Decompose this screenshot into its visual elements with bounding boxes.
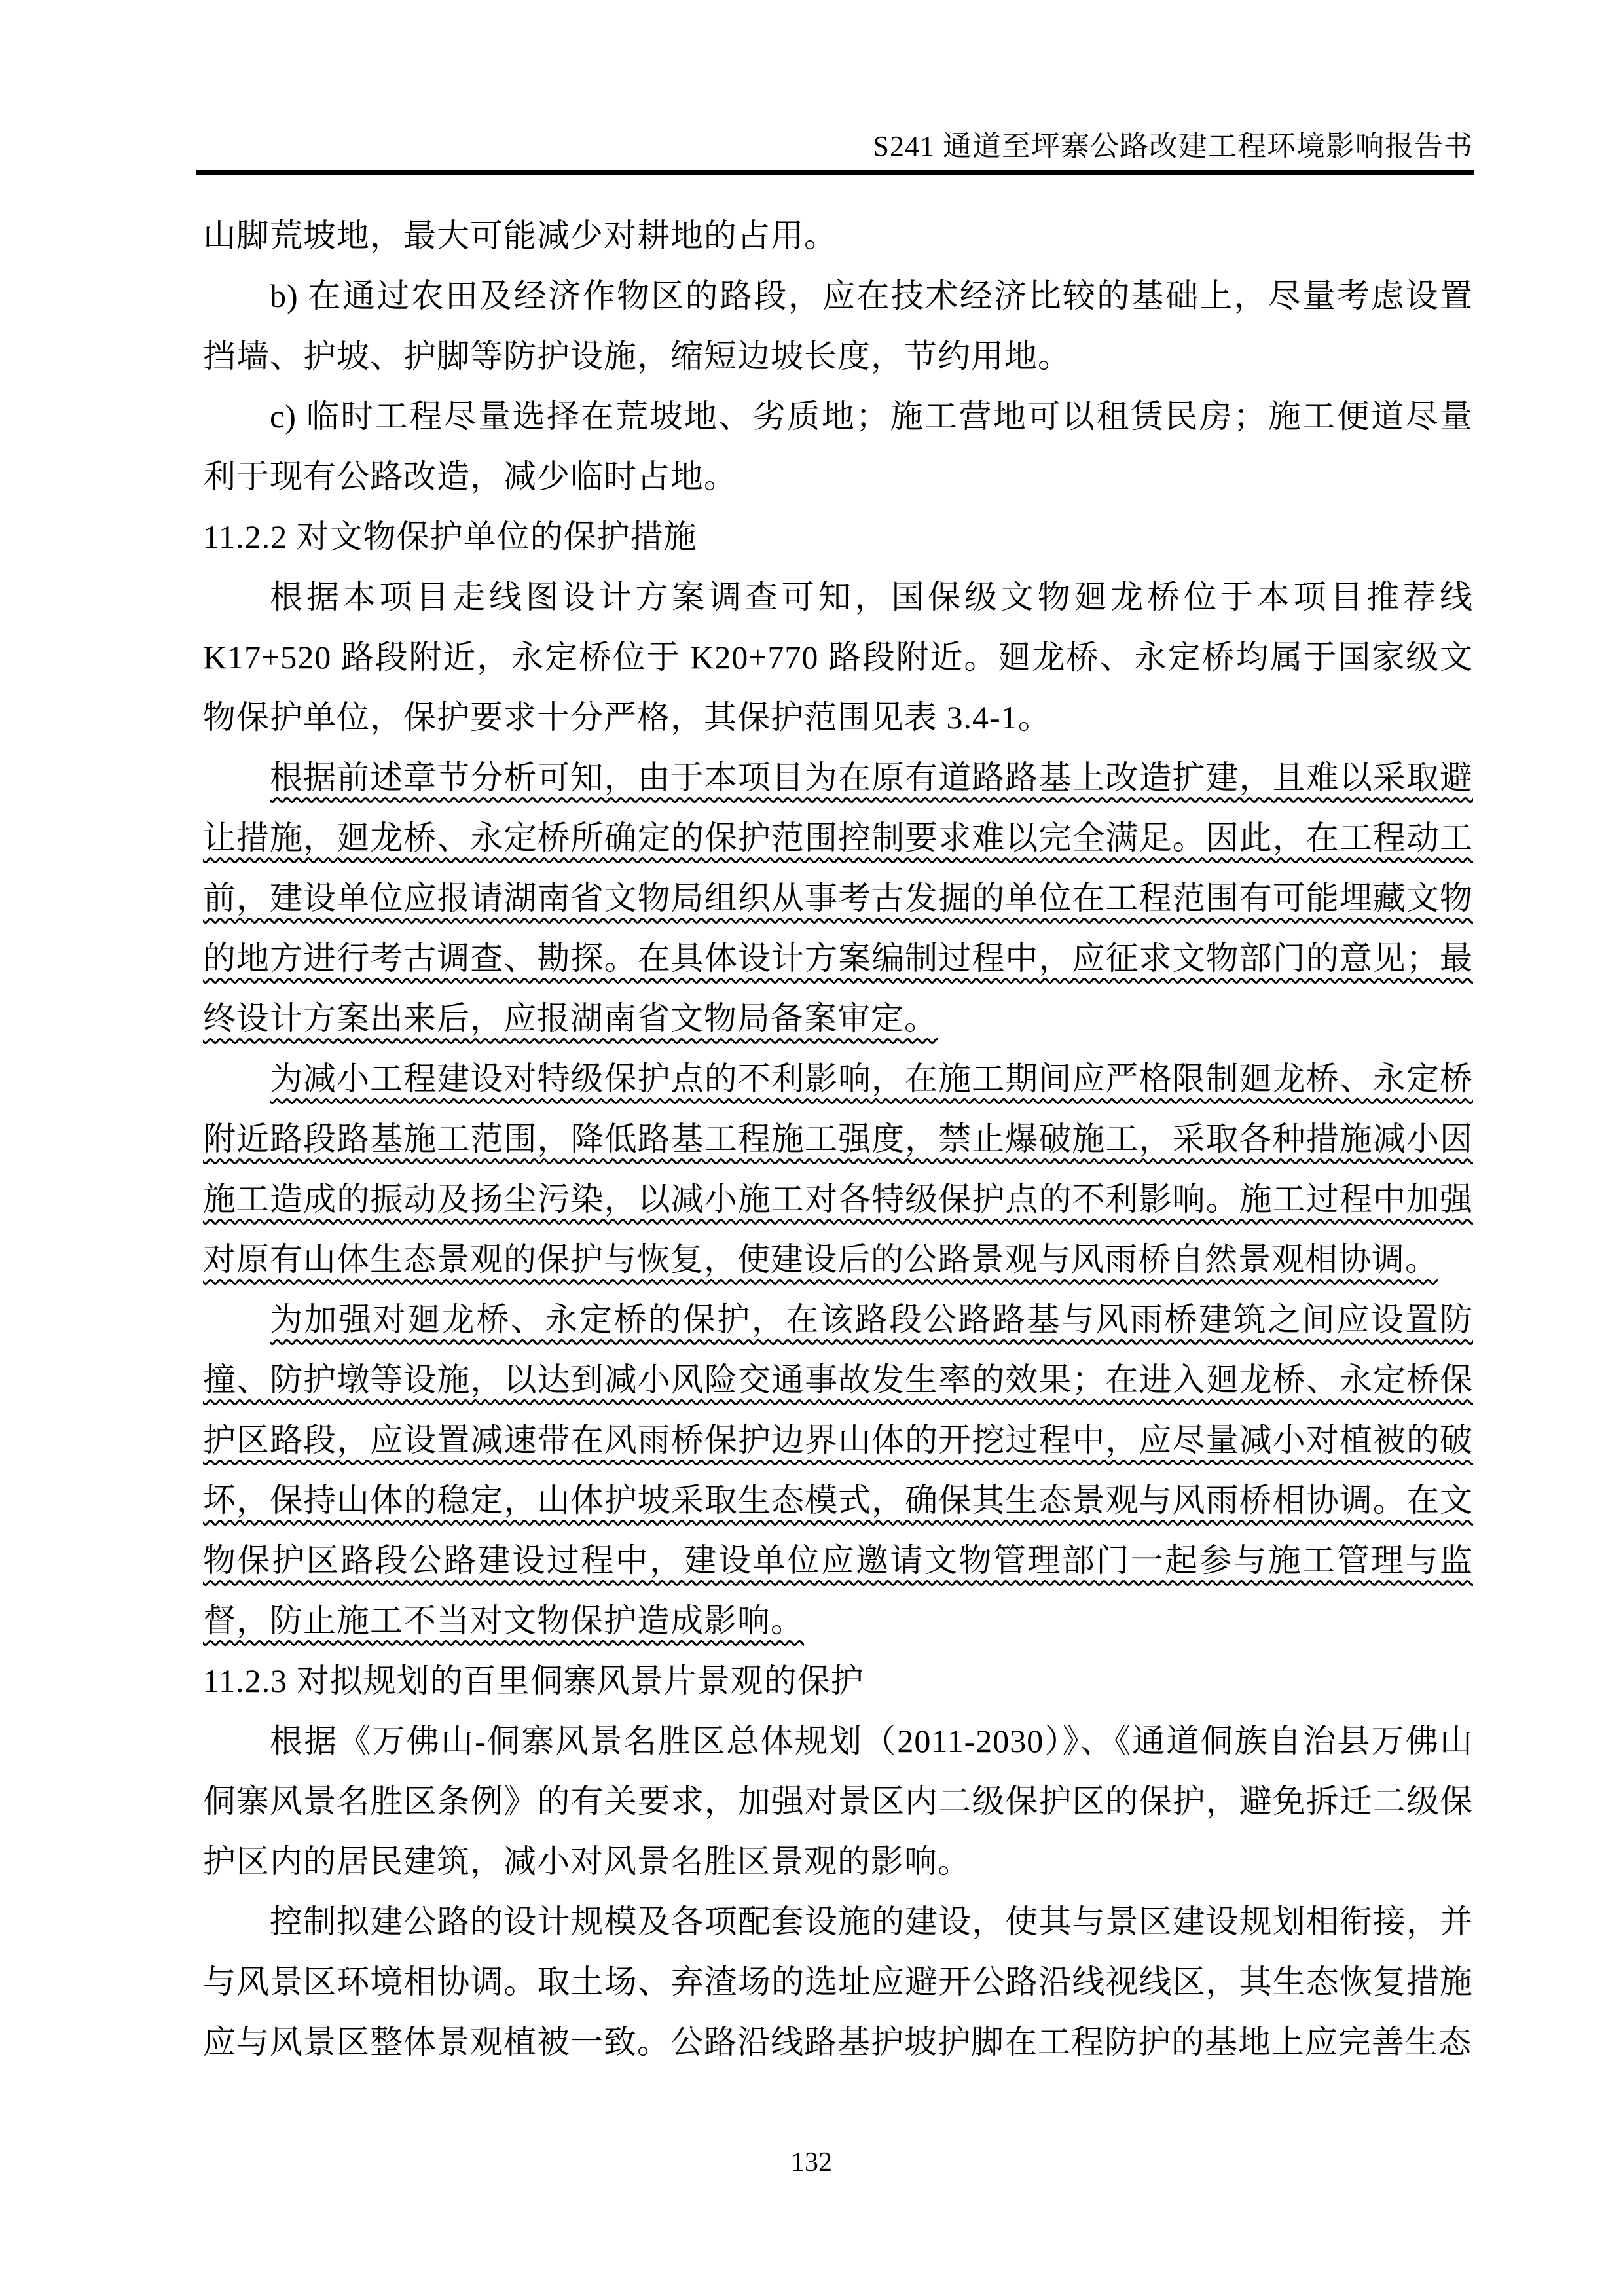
section-heading-11-2-2: 11.2.2 对文物保护单位的保护措施 (203, 518, 697, 555)
paragraph-wavy-underlined: 为减小工程建设对特级保护点的不利影响，在施工期间应严格限制廻龙桥、永定桥附近路段路基施工范围，降低路基工程施工强度，禁止爆破施工，采取各种措施减小因施工造成的振动及扬尘污染，以减小施工对各特级保护点的不利影响。施工过程中加强对原有山体生态景观的保护与恢复，使建设后的公路景观与风雨桥自然景观相协调。 (203, 1060, 1473, 1278)
section-heading-11-2-3: 11.2.3 对拟规划的百里侗寨风景片景观的保护 (203, 1662, 864, 1699)
paragraph: 根据本项目走线图设计方案调查可知，国保级文物廻龙桥位于本项目推荐线 K17+520 路段附近，永定桥位于 K20+770 路段附近。廻龙桥、永定桥均属于国家级文物保护单位，保护要求十分严格，其保护范围见表 3.4-1。 (203, 579, 1473, 736)
paragraph: 根据《万佛山-侗寨风景名胜区总体规划（2011-2030）》、《通道侗族自治县万佛山侗寨风景名胜区条例》的有关要求，加强对景区内二级保护区的保护，避免拆迁二级保护区内的居民建筑，减小对风景名胜区景观的影响。 (203, 1723, 1473, 1880)
paragraph: 山脚荒坡地，最大可能减少对耕地的占用。 (203, 217, 837, 254)
paragraph: 控制拟建公路的设计规模及各项配套设施的建设，使其与景区建设规划相衔接，并与风景区环境相协调。取土场、弃渣场的选址应避开公路沿线视线区，其生态恢复措施应与风景区整体景观植被一致。公路沿线路基护坡护脚在工程防护的基地上应完善生态 (203, 1903, 1473, 2060)
list-item-b: b) 在通过农田及经济作物区的路段，应在技术经济比较的基础上，尽量考虑设置挡墙、护坡、护脚等防护设施，缩短边坡长度，节约用地。 (203, 278, 1473, 374)
header-rule (196, 170, 1474, 175)
page-number: 132 (791, 2147, 832, 2178)
document-body (203, 206, 1473, 2072)
paragraph-wavy-underlined: 根据前述章节分析可知，由于本项目为在原有道路路基上改造扩建，且难以采取避让措施，廻龙桥、永定桥所确定的保护范围控制要求难以完全满足。因此，在工程动工前，建设单位应报请湖南省文物局组织从事考古发掘的单位在工程范围有可能埋藏文物的地方进行考古调查、勘探。在具体设计方案编制过程中，应征求文物部门的意见；最终设计方案出来后，应报湖南省文物局备案审定。 (203, 759, 1473, 1037)
list-item-c: c) 临时工程尽量选择在荒坡地、劣质地；施工营地可以租赁民房；施工便道尽量利于现有公路改造，减少临时占地。 (203, 398, 1473, 495)
paragraph-wavy-underlined: 为加强对廻龙桥、永定桥的保护，在该路段公路路基与风雨桥建筑之间应设置防撞、防护墩等设施，以达到减小风险交通事故发生率的效果；在进入廻龙桥、永定桥保护区路段，应设置减速带在风雨桥保护边界山体的开挖过程中，应尽量减小对植被的破坏，保持山体的稳定，山体护坡采取生态模式，确保其生态景观与风雨桥相协调。在文物保护区路段公路建设过程中，建设单位应邀请文物管理部门一起参与施工管理与监督，防止施工不当对文物保护造成影响。 (203, 1301, 1473, 1639)
page-header-title: S241 通道至坪寨公路改建工程环境影响报告书 (873, 130, 1473, 162)
